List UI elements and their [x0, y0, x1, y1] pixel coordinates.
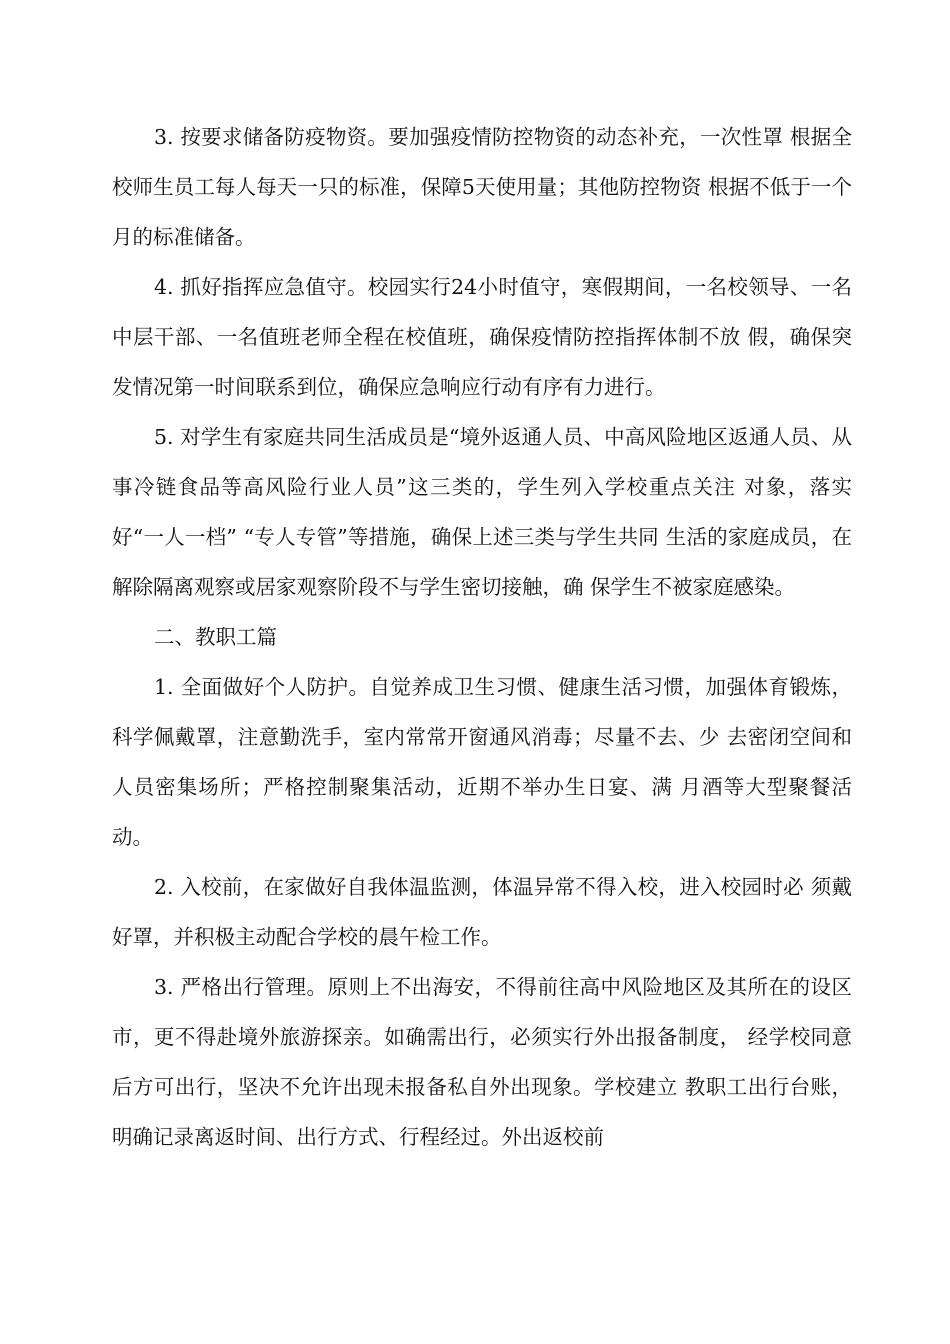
paragraph-item-4-duty: 4. 抓好指挥应急值守。校园实行24小时值守，寒假期间，一名校领导、一名中层干部、一名值班老师全程在校值班，确保疫情防控指挥体制不放 假，确保突发情况第一时间联系到位，确保应急响应行动有序有力进行。 [112, 275, 852, 399]
document-body [112, 112, 852, 1162]
paragraph-item-3-supplies: 3. 按要求储备防疫物资。要加强疫情防控物资的动态补充，一次性罩 根据全校师生员工每人每天一只的标准，保障5天使用量；其他防控物资 根据不低于一个月的标准储备。 [112, 125, 852, 249]
section-heading-staff: 二、教职工篇 [154, 625, 277, 649]
paragraph-staff-2-temperature: 2. 入校前，在家做好自我体温监测，体温异常不得入校，进入校园时必 须戴好罩，并积极主动配合学校的晨午检工作。 [112, 875, 852, 949]
paragraph-staff-3-travel: 3. 严格出行管理。原则上不出海安，不得前往高中风险地区及其所在的设区市，更不得赴境外旅游探亲。如确需出行，必须实行外出报备制度， 经学校同意后方可出行，坚决不允许出现未报备私自外出现象。学校建立 教职工出行台账，明确记录离返时间、出行方式、行程经过。外出返校前 [112, 975, 852, 1149]
paragraph-item-5-family: 5. 对学生有家庭共同生活成员是“境外返通人员、中高风险地区返通人员、从事冷链食品等高风险行业人员”这三类的，学生列入学校重点关注 对象，落实好“一人一档” “专人专管”等措施，确保上述三类与学生共同 生活的家庭成员，在解除隔离观察或居家观察阶段不与学生密切接触，确 保学生不被家庭感染。 [112, 425, 852, 599]
paragraph-staff-1-protection: 1. 全面做好个人防护。自觉养成卫生习惯、健康生活习惯，加强体育锻炼，科学佩戴罩，注意勤洗手，室内常常开窗通风消毒；尽量不去、少 去密闭空间和人员密集场所；严格控制聚集活动，近期不举办生日宴、满 月酒等大型聚餐活动。 [112, 675, 852, 849]
